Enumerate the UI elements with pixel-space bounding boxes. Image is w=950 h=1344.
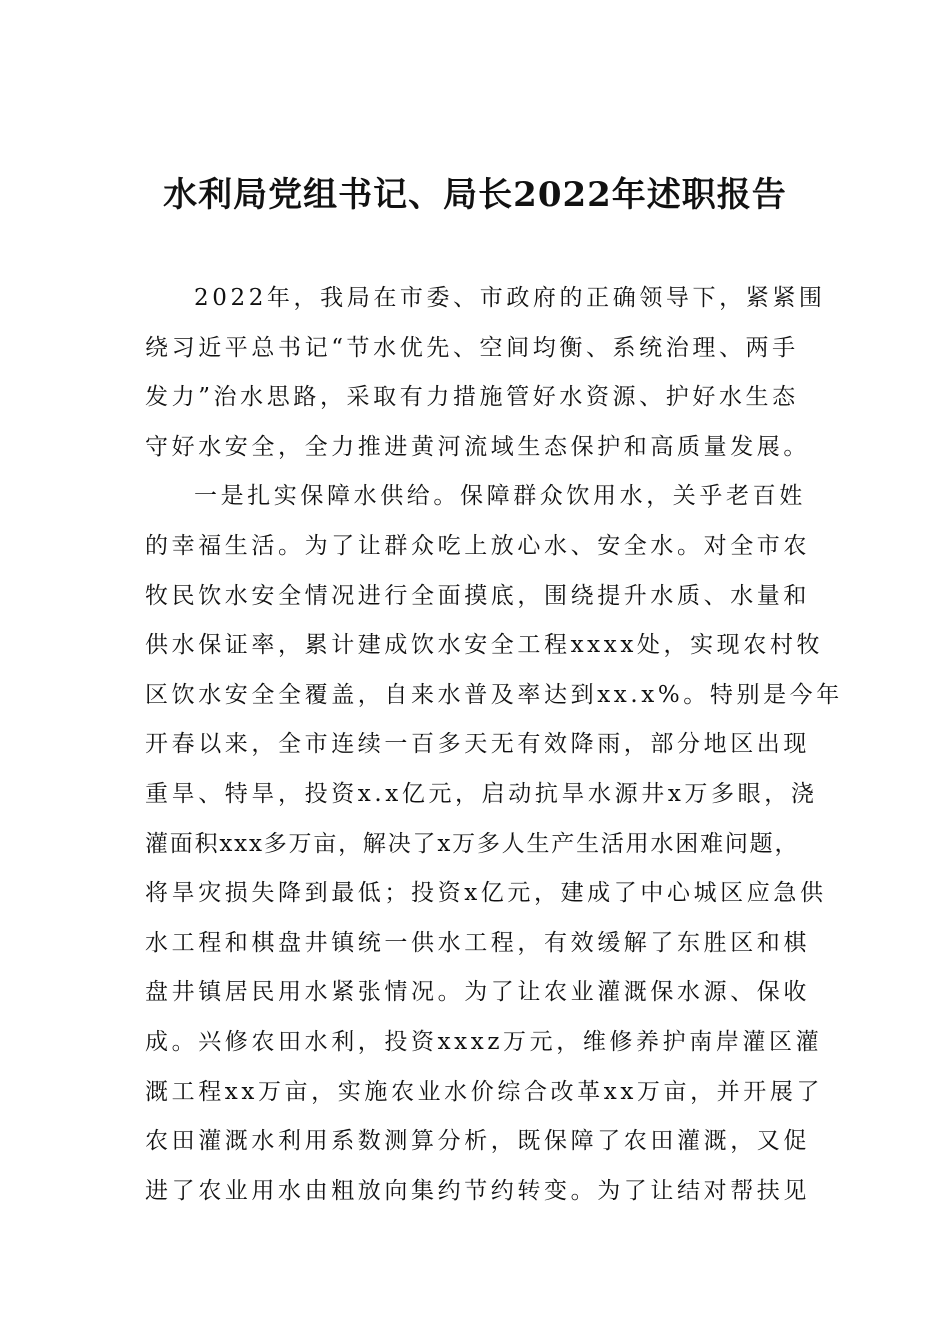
paragraph-line: 供水保证率，累计建成饮水安全工程xxxx处，实现农村牧 (145, 632, 824, 659)
paragraph-line: 溉工程xx万亩，实施农业水价综合改革xx万亩，并开展了 (145, 1078, 824, 1105)
paragraph-line: 开春以来，全市连续一百多天无有效降雨，部分地区出现 (145, 731, 810, 758)
paragraph-line: 发力”治水思路，采取有力措施管好水资源、护好水生态 (145, 384, 799, 411)
paragraph-line: 进了农业用水由粗放向集约节约转变。为了让结对帮扶见 (145, 1177, 810, 1204)
paragraph-line: 牧民饮水安全情况进行全面摸底，围绕提升水质、水量和 (145, 582, 810, 609)
document-body (145, 274, 843, 1216)
paragraph-line: 一是扎实保障水供给。保障群众饮用水，关乎老百姓 (194, 483, 806, 510)
paragraph-line: 灌面积xxx多万亩，解决了x万多人生产生活用水困难问题， (145, 830, 800, 857)
paragraph-line: 水工程和棋盘井镇统一供水工程，有效缓解了东胜区和棋 (145, 929, 810, 956)
paragraph-line: 区饮水安全全覆盖，自来水普及率达到xx.x%。特别是今年 (145, 681, 843, 708)
paragraph-line: 将旱灾损失降到最低；投资x亿元，建成了中心城区应急供 (145, 880, 827, 907)
paragraph-line: 守好水安全，全力推进黄河流域生态保护和高质量发展。 (145, 433, 810, 460)
paragraph-line: 成。兴修农田水利，投资xxxz万元，维修养护南岸灌区灌 (145, 1028, 823, 1055)
paragraph-line: 绕习近平总书记“节水优先、空间均衡、系统治理、两手 (145, 334, 799, 361)
paragraph-line: 2022年，我局在市委、市政府的正确领导下，紧紧围 (194, 285, 826, 311)
paragraph-line: 重旱、特旱，投资x.x亿元，启动抗旱水源井x万多眼，浇 (145, 780, 818, 807)
document-title: 水利局党组书记、局长2022年述职报告 (163, 175, 787, 215)
paragraph-line: 农田灌溉水利用系数测算分析，既保障了农田灌溉，又促 (145, 1128, 810, 1155)
paragraph-line: 盘井镇居民用水紧张情况。为了让农业灌溉保水源、保收 (145, 979, 810, 1006)
paragraph-line: 的幸福生活。为了让群众吃上放心水、安全水。对全市农 (145, 532, 810, 559)
